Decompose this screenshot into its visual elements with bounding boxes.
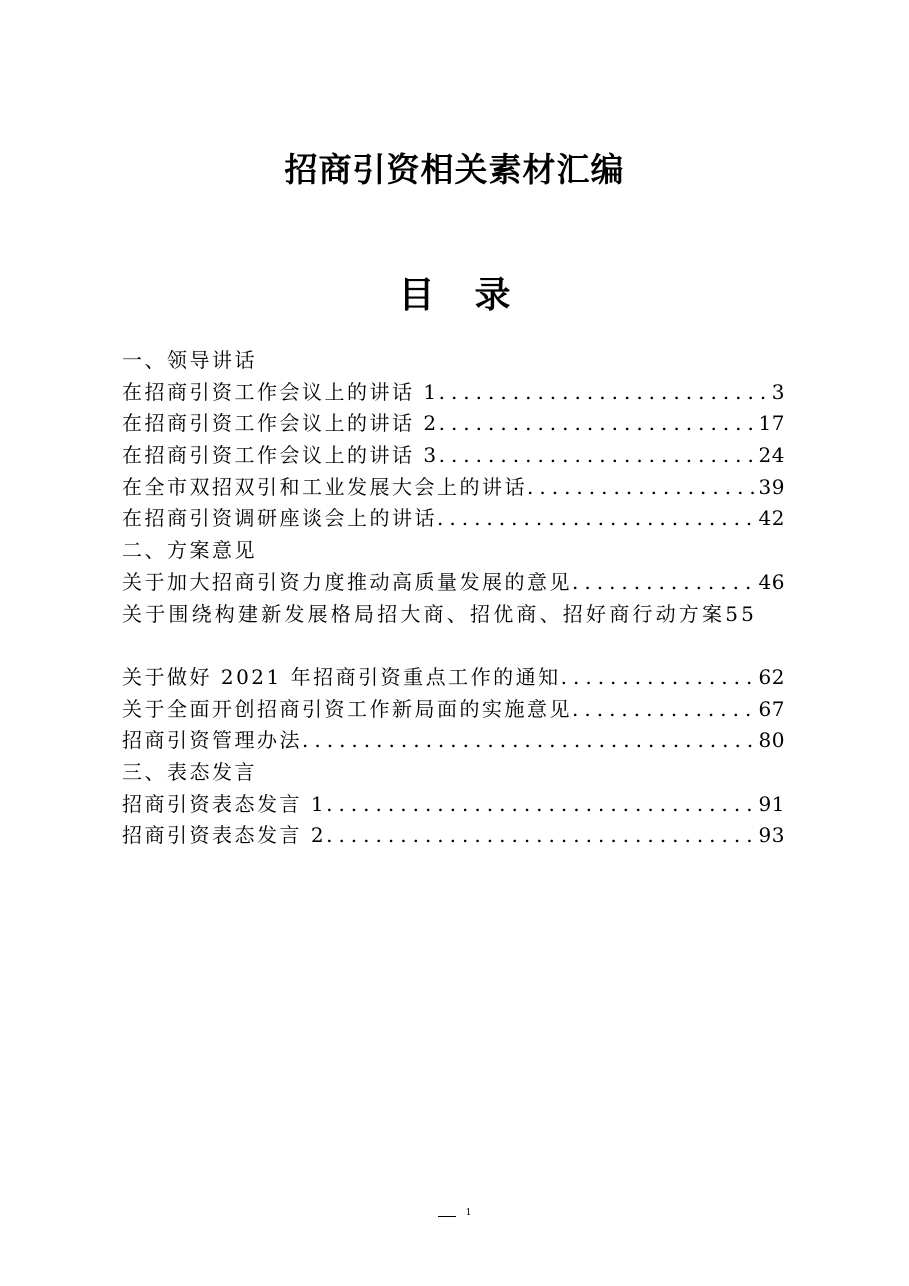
toc-entry[interactable]: [122, 503, 785, 535]
toc-leader-dots: [439, 440, 759, 472]
toc-entry[interactable]: [122, 408, 785, 440]
toc-heading-left: 目: [398, 274, 435, 316]
toc-leader-dots: [527, 472, 759, 504]
page-number: 1: [465, 1208, 472, 1218]
toc-entry[interactable]: [122, 820, 785, 852]
toc-entry-title: 招商引资表态发言 1: [122, 791, 327, 816]
toc-entry-title: 招商引资管理办法: [122, 728, 302, 753]
toc-entry-page: 67: [758, 696, 785, 721]
toc-leader-dots: [561, 662, 759, 694]
toc-entry-page: 46: [758, 569, 785, 594]
toc-entry-page: 55: [725, 601, 758, 626]
toc-entry[interactable]: [122, 789, 785, 821]
toc-section-heading: 一、领导讲话: [122, 348, 257, 372]
toc-heading: [0, 270, 909, 320]
toc-entry-page: 80: [758, 728, 785, 753]
toc-leader-dots: [439, 408, 759, 440]
toc-entry-title: 在招商引资工作会议上的讲话 3: [122, 443, 439, 468]
toc-leader-dots: [439, 377, 772, 409]
toc-entry[interactable]: [122, 377, 785, 409]
toc-entry-title: 关于加大招商引资力度推动高质量发展的意见: [122, 569, 572, 594]
table-of-contents: [122, 345, 785, 852]
toc-leader-dots: [302, 725, 759, 757]
toc-entry-page: 3: [771, 379, 785, 404]
toc-entry-page: 17: [758, 411, 785, 436]
toc-leader-dots: [326, 820, 758, 852]
toc-section-heading: 三、表态发言: [122, 759, 257, 784]
page-footer: [0, 1203, 909, 1227]
toc-entry-title: 在招商引资工作会议上的讲话 1: [122, 379, 439, 404]
document-title: 招商引资相关素材汇编: [284, 150, 625, 189]
toc-entry-wrapped[interactable]: [122, 599, 785, 662]
toc-entry[interactable]: [122, 472, 785, 504]
toc-entry-page: 62: [758, 664, 785, 689]
toc-entry[interactable]: [122, 694, 785, 726]
toc-section-heading: 二、方案意见: [122, 538, 257, 563]
footer-dash: [438, 1216, 456, 1217]
toc-entry-title: 招商引资表态发言 2: [122, 823, 327, 848]
toc-entry[interactable]: [122, 725, 785, 757]
toc-entry-page: 39: [758, 474, 785, 499]
toc-entry-page: 91: [758, 791, 785, 816]
toc-leader-dots: [326, 789, 758, 821]
toc-entry-title: 关于做好 2021 年招商引资重点工作的通知: [122, 664, 561, 689]
toc-entry[interactable]: [122, 440, 785, 472]
toc-entry-title: 在招商引资调研座谈会上的讲话: [122, 506, 437, 531]
toc-leader-dots: [572, 567, 759, 599]
toc-entry-title: 在全市双招双引和工业发展大会上的讲话: [122, 474, 527, 499]
toc-entry-title: 关于围绕构建新发展格局招大商、招优商、招好商行动方案: [122, 601, 726, 626]
toc-entry-page: 24: [758, 443, 785, 468]
toc-entry-title: 在招商引资工作会议上的讲话 2: [122, 411, 439, 436]
toc-leader-dots: [437, 503, 759, 535]
toc-entry[interactable]: [122, 662, 785, 694]
toc-heading-right: 录: [474, 274, 511, 316]
toc-entry-page: 42: [758, 506, 785, 531]
toc-entry-title: 关于全面开创招商引资工作新局面的实施意见: [122, 696, 572, 721]
toc-entry[interactable]: [122, 567, 785, 599]
toc-entry-page: 93: [758, 823, 785, 848]
toc-leader-dots: [572, 694, 759, 726]
